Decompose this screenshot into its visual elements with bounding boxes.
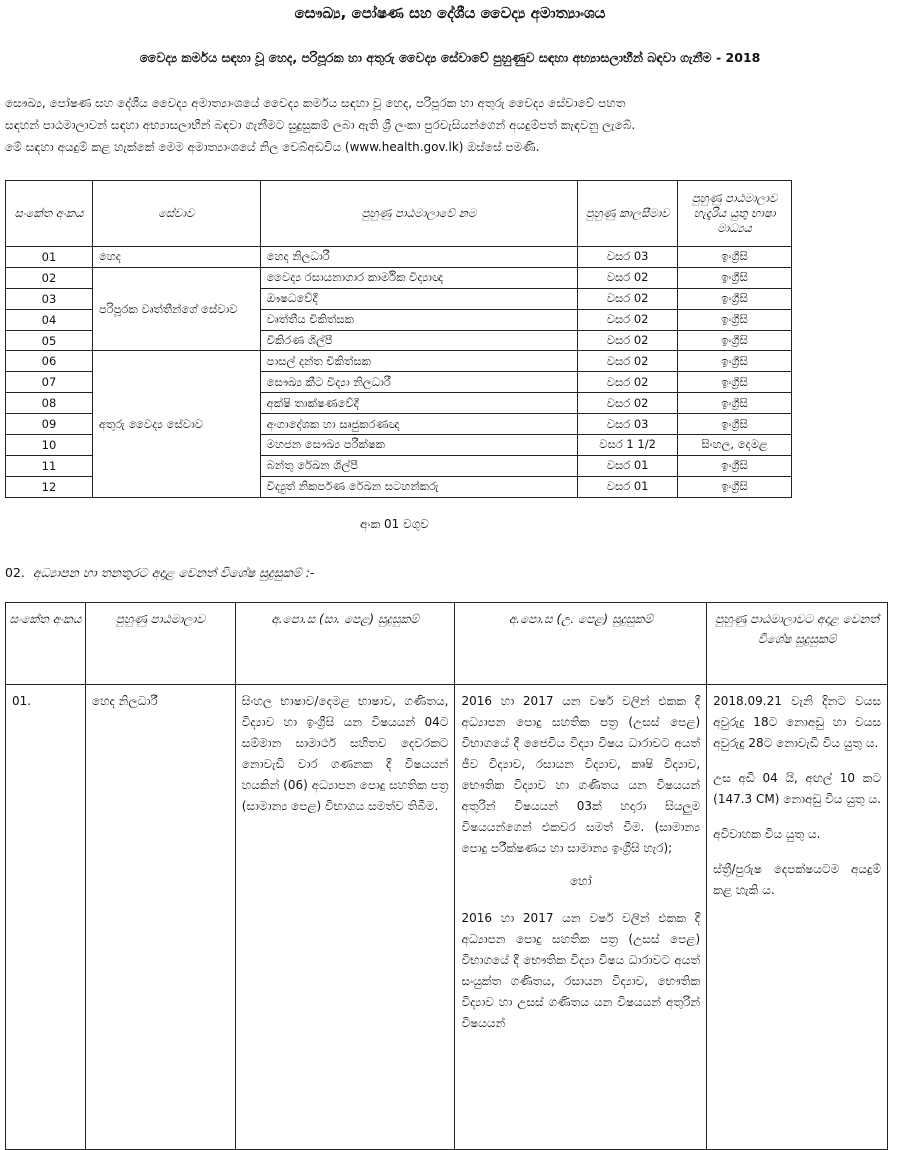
- cell-course: හෙද නිලධාරී: [85, 685, 235, 1150]
- cell-code: 02: [6, 267, 93, 288]
- gender-requirement: ස්ත්‍රී/පුරුෂ දෙපක්ෂයටම අයදුම් කළ හැකි ය.: [713, 862, 881, 897]
- ministry-heading: සෞඛ්‍ය, පෝෂණ සහ දේශීය වෛද්‍ය අමාත්‍යාංශය: [294, 4, 606, 22]
- cell-code: 01.: [6, 685, 86, 1150]
- cell-duration: වසර 02: [578, 393, 678, 414]
- table-header-row: [6, 181, 792, 247]
- cell-duration: වසර 03: [578, 414, 678, 435]
- cell-code: 04: [6, 309, 93, 330]
- courses-table: [5, 180, 792, 498]
- cell-service: අතුරු වෛද්‍ය සේවාව: [92, 351, 260, 497]
- cell-course: බන්තු රේඛන ශිල්පී: [260, 455, 578, 476]
- notice-title: වෛද්‍ය කර්මය සඳහා වූ හෙද, පරිපූරක හා අතුරු වෛද්‍ය සේවාවේ පුහුණුව සඳහා අභ්‍යාසලාභීන් බඳවා ගැනීම - 2018: [139, 50, 761, 65]
- table-row: [6, 351, 792, 372]
- table-row: [6, 247, 792, 268]
- cell-code: 07: [6, 372, 93, 393]
- cell-code: 01: [6, 247, 93, 268]
- qualifications-table: [5, 602, 888, 1150]
- cell-language: සිංහල, දෙමළ: [678, 435, 792, 456]
- header-service: සේවාව: [92, 181, 260, 247]
- cell-code: 08: [6, 393, 93, 414]
- cell-other-qualifications: [707, 685, 888, 1150]
- intro-line: සඳහන් පාඨමාලාවන් සඳහා අභ්‍යාසලාභීන් බඳවා ගැනීමට සුදුසුකම් ලබා ඇති ශ්‍රී ලංකා පුරවැසියන්ගෙන් අයදුම්පත් කැඳවනු ලැබේ.: [5, 118, 636, 132]
- section-number: 02.: [5, 565, 25, 580]
- cell-duration: වසර 03: [578, 247, 678, 268]
- header-ol: අ.පො.ස (සා. පෙළ) සුදුසුකම්: [235, 603, 455, 685]
- al-option-bio: 2016 හා 2017 යන වර්ෂ වලින් එකක දී අධ්‍යාපන පොදු සහතික පත්‍ර (උසස් පෙළ) විභාගයේ දී ජෛවීය විද්‍යා විෂය ධාරාවට අයත් ජීව විද්‍යාව, රසායන විද්‍යාව, කෘෂි විද්‍යාව, භෞතික විද්‍යාව හා ගණිතය යන විෂයයන් අතුරින් විෂයයන් 03ක් හදාරා සියලුම විෂයයන්ගෙන් එකවර සමත් වීම. (සාමාන්‍ය පොදු පරීක්ෂණය හා සාමාන්‍ය ඉංග්‍රීසි හැර);: [461, 694, 701, 855]
- cell-duration: වසර 02: [578, 372, 678, 393]
- cell-service: පරිපූරක වෘත්තීන්ගේ සේවාව: [92, 267, 260, 351]
- cell-code: 06: [6, 351, 93, 372]
- section-heading: [5, 565, 314, 581]
- cell-code: 09: [6, 414, 93, 435]
- cell-language: ඉංග්‍රීසි: [678, 393, 792, 414]
- cell-course: අක්ෂි තාක්ෂණවේදී: [260, 393, 578, 414]
- cell-course: අංගාදේශක හා සෘජුකරණඥ: [260, 414, 578, 435]
- cell-duration: වසර 01: [578, 476, 678, 497]
- header-language: පුහුණු පාඨමාලාව හැදෑරිය යුතු භාෂා මාධ්‍යය: [678, 181, 792, 247]
- cell-course: පාසල් දන්ත චිකිත්සක: [260, 351, 578, 372]
- al-or-label: හෝ: [570, 874, 592, 888]
- cell-code: 11: [6, 455, 93, 476]
- intro-paragraph: [5, 92, 890, 158]
- header-other: පුහුණු පාඨමාලාවට අදාළ වෙනත් විශේෂ සුදුසුකම්: [707, 603, 888, 685]
- table-header-row: [6, 603, 888, 685]
- cell-language: ඉංග්‍රීසි: [678, 247, 792, 268]
- al-option-physical: 2016 හා 2017 යන වර්ෂ වලින් එකක දී අධ්‍යාපන පොදු සහතික පත්‍ර (උසස් පෙළ) විභාගයේ දී භෞතික විද්‍යා විෂය ධාරාවට අයත් සංයුක්ත ගණිතය, රසායන විද්‍යාව, භෞතික විද්‍යාව හා උසස් ගණිතය යන විෂයයන් අතුරින් විෂයයන්: [461, 911, 701, 1030]
- cell-language: ඉංග්‍රීසි: [678, 288, 792, 309]
- table-row: [6, 267, 792, 288]
- cell-duration: වසර 02: [578, 288, 678, 309]
- intro-line: මේ සඳහා අයදුම් කළ හැක්කේ මෙම අමාත්‍යාංශයේ නිල වෙබ්අඩවිය (www.health.gov.lk) ඔස්සේ පමණි.: [5, 140, 540, 154]
- cell-code: 10: [6, 435, 93, 456]
- cell-duration: වසර 02: [578, 351, 678, 372]
- cell-course: සෞඛ්‍ය කීට විද්‍යා නිලධාරී: [260, 372, 578, 393]
- cell-ol-qualifications: සිංහල භාෂාව/දෙමළ භාෂාව, ගණිතය, විද්‍යාව හා ඉංග්‍රීසි යන විෂයයන් 04ට සම්මාන සාමාර්ථ සහිතව දෙවරකට නොවැඩි වාර ගණනක දී විෂයයන් හයකින් (06) අධ්‍යාපන පොදු සහතික පත්‍ර (සාමාන්‍ය පෙළ) විභාගය සමත්ව තිබීම.: [235, 685, 455, 1150]
- cell-course: හෙද නිලධාරී: [260, 247, 578, 268]
- header-al: අ.පො.ස (උ. පෙළ) සුදුසුකම්: [455, 603, 707, 685]
- intro-line: සෞඛ්‍ය, පෝෂණ සහ දේශීය වෛද්‍ය අමාත්‍යාංශයේ වෛද්‍ය කර්මය සඳහා වූ හෙද, පරිපූරක හා අතුරු වෛද්‍ය සේවාවේ පහත: [5, 96, 626, 110]
- marital-requirement: අවිවාහක විය යුතු ය.: [713, 827, 821, 841]
- height-requirement: උස අඩි 04 යි, අඟල් 10 කට (147.3 CM) නොඅඩු විය යුතු ය.: [713, 771, 881, 806]
- cell-language: ඉංග්‍රීසි: [678, 330, 792, 351]
- table-caption: අංක 01 වගුව: [360, 517, 429, 531]
- cell-service: හෙද: [92, 247, 260, 268]
- header-course: පුහුණු පාඨමාලාවේ නම: [260, 181, 578, 247]
- header-duration: පුහුණු කාලසීමාව: [578, 181, 678, 247]
- cell-duration: වසර 01: [578, 455, 678, 476]
- cell-language: ඉංග්‍රීසි: [678, 267, 792, 288]
- header-course: පුහුණු පාඨමාලාව: [85, 603, 235, 685]
- cell-language: ඉංග්‍රීසි: [678, 414, 792, 435]
- cell-language: ඉංග්‍රීසි: [678, 372, 792, 393]
- cell-course: ඖෂධවේදී: [260, 288, 578, 309]
- table-row: [6, 685, 888, 1150]
- cell-language: ඉංග්‍රීසි: [678, 351, 792, 372]
- cell-language: ඉංග්‍රීසි: [678, 309, 792, 330]
- section-title: අධ්‍යාපන හා තනතුරට අදාළ වෙනත් විශේෂ සුදුසුකම් :-: [32, 565, 315, 580]
- header-code: සංකේත අංකය: [6, 181, 93, 247]
- cell-language: ඉංග්‍රීසි: [678, 476, 792, 497]
- header-code: සංකේත අංකය: [6, 603, 86, 685]
- cell-course: මහජන සෞඛ්‍ය පරීක්ෂක: [260, 435, 578, 456]
- cell-code: 12: [6, 476, 93, 497]
- cell-duration: වසර 02: [578, 330, 678, 351]
- cell-al-qualifications: [455, 685, 707, 1150]
- cell-course: වෘත්තීය චිකිත්සක: [260, 309, 578, 330]
- cell-code: 03: [6, 288, 93, 309]
- cell-duration: වසර 02: [578, 309, 678, 330]
- age-requirement: 2018.09.21 වැනි දිනට වයස අවුරුදු 18ට නොඅඩු හා වයස අවුරුදු 28ට නොවැඩි විය යුතු ය.: [713, 694, 881, 750]
- cell-course: විකිරණ ශිල්පී: [260, 330, 578, 351]
- cell-course: වෛද්‍ය රසායනාගාර කාර්මික විද්‍යාඥ: [260, 267, 578, 288]
- cell-duration: වසර 1 1/2: [578, 435, 678, 456]
- cell-course: විද්‍යුත් නිකර්පණ රේඛන සටහන්කරු: [260, 476, 578, 497]
- cell-language: ඉංග්‍රීසි: [678, 455, 792, 476]
- cell-duration: වසර 02: [578, 267, 678, 288]
- cell-code: 05: [6, 330, 93, 351]
